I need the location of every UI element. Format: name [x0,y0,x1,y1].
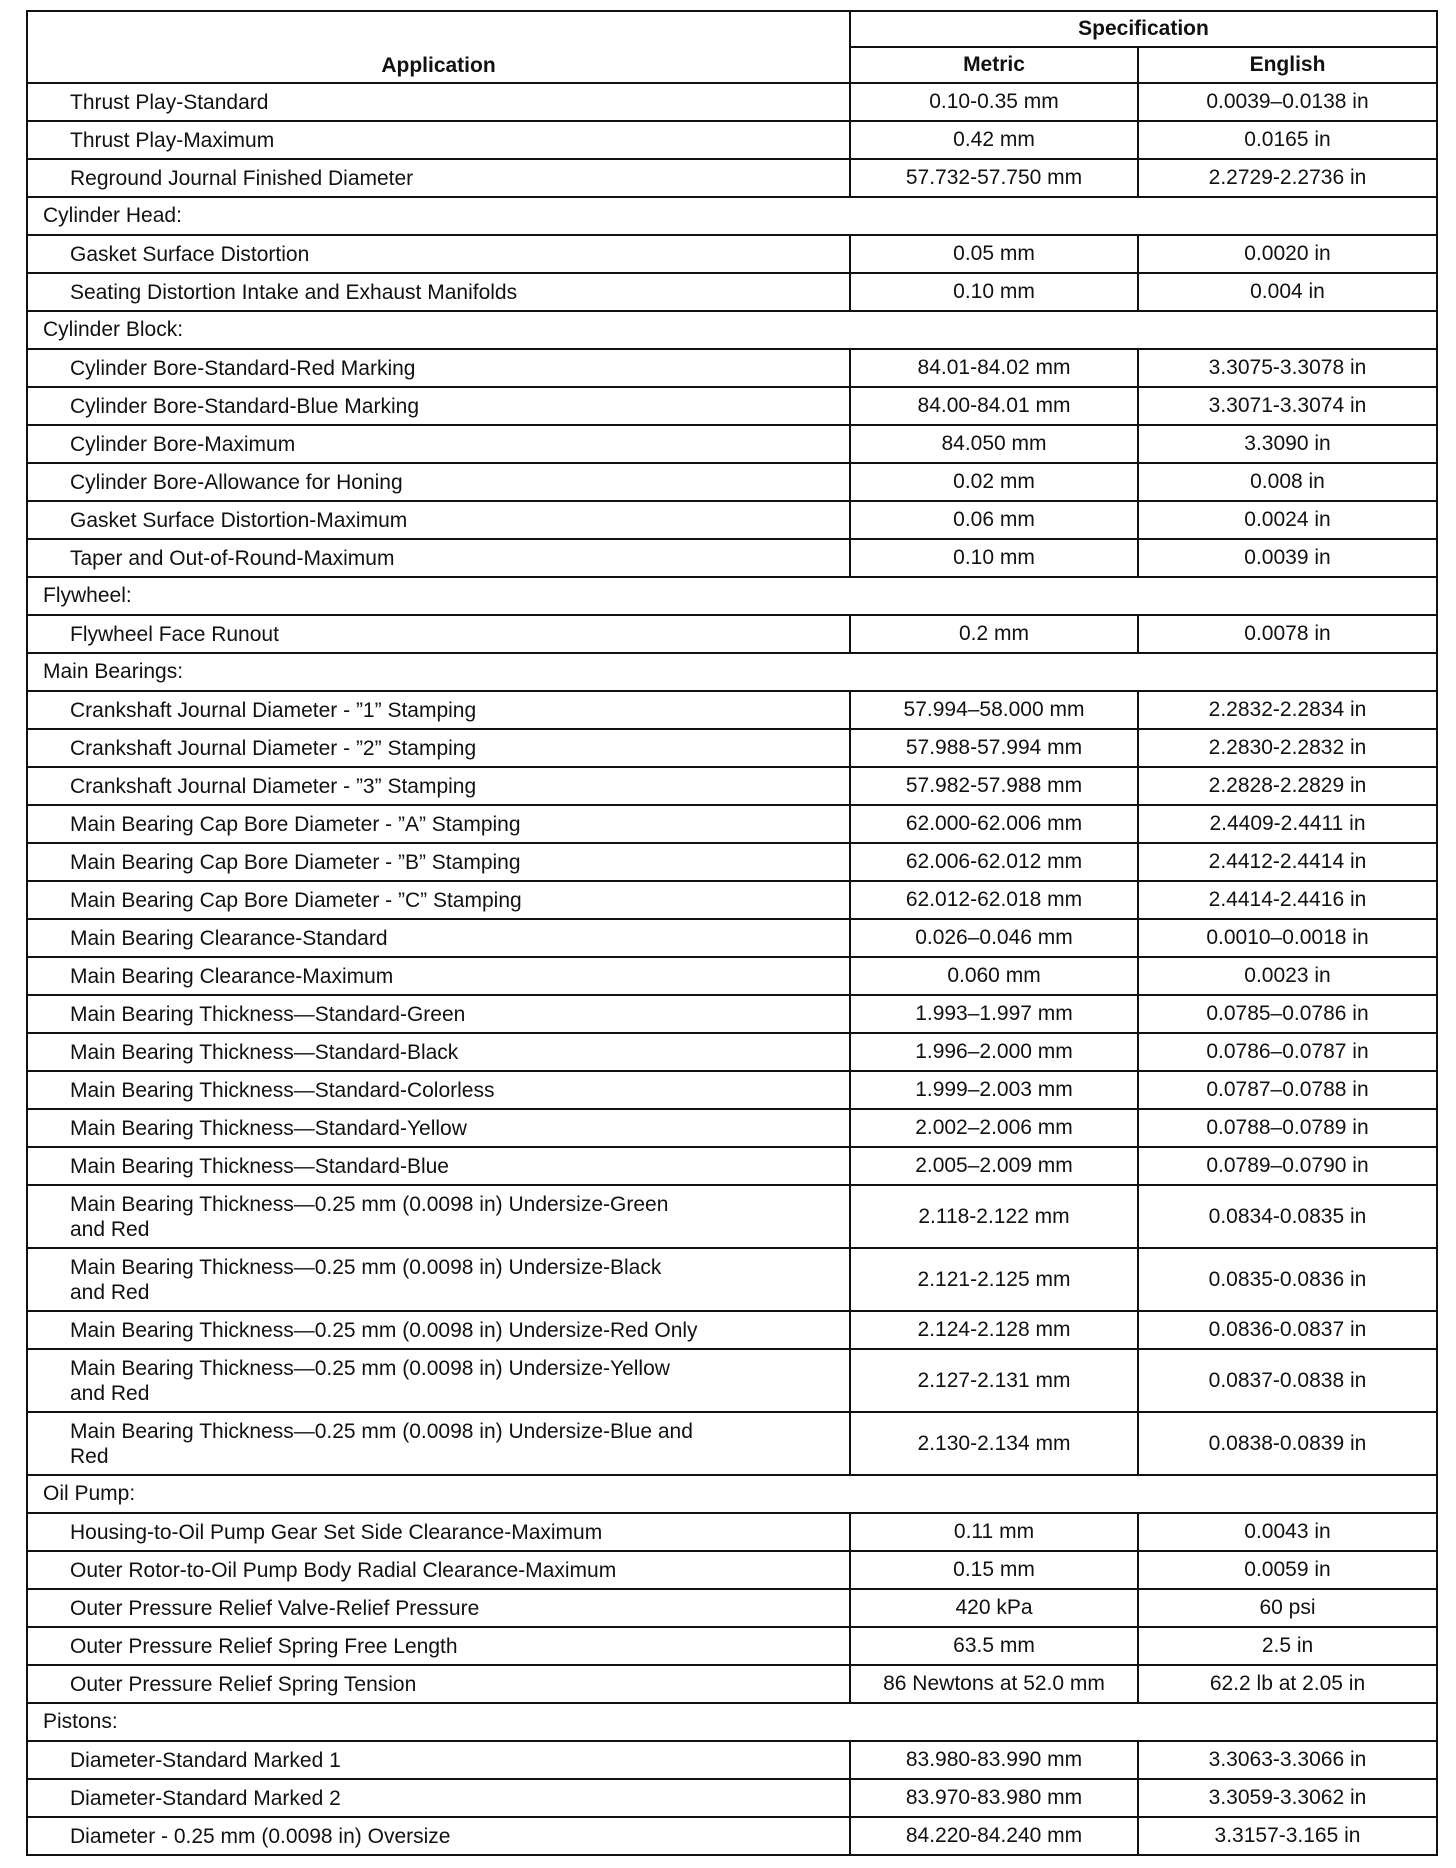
application-cell: Main Bearing Thickness—0.25 mm (0.0098 in) Undersize-Blue and Red [27,1412,850,1475]
table-row [27,425,1437,463]
table-row [27,1349,1437,1412]
english-cell: 0.0837-0.0838 in [1138,1349,1437,1412]
metric-cell: 2.121-2.125 mm [850,1248,1138,1311]
english-cell: 2.2828-2.2829 in [1138,767,1437,805]
application-cell: Diameter - 0.25 mm (0.0098 in) Oversize [27,1817,850,1855]
application-cell: Main Bearing Cap Bore Diameter - ”A” Stamping [27,805,850,843]
english-cell: 0.0789–0.0790 in [1138,1147,1437,1185]
table-row [27,881,1437,919]
application-cell: Outer Pressure Relief Valve-Relief Pressure [27,1589,850,1627]
application-cell: Crankshaft Journal Diameter - ”3” Stamping [27,767,850,805]
application-cell: Thrust Play-Maximum [27,121,850,159]
english-cell: 62.2 lb at 2.05 in [1138,1665,1437,1703]
metric-cell: 62.006-62.012 mm [850,843,1138,881]
table-row [27,121,1437,159]
english-cell: 2.4409-2.4411 in [1138,805,1437,843]
table-row [27,463,1437,501]
english-cell: 2.4414-2.4416 in [1138,881,1437,919]
table-row [27,1779,1437,1817]
application-cell: Diameter-Standard Marked 2 [27,1779,850,1817]
english-cell: 0.0023 in [1138,957,1437,995]
section-title: Main Bearings: [27,653,1437,691]
application-cell: Diameter-Standard Marked 1 [27,1741,850,1779]
english-cell: 0.0039 in [1138,539,1437,577]
table-row [27,805,1437,843]
header-application: Application [27,11,850,83]
table-row [27,1033,1437,1071]
metric-cell: 2.124-2.128 mm [850,1311,1138,1349]
metric-cell: 2.127-2.131 mm [850,1349,1138,1412]
english-cell: 3.3075-3.3078 in [1138,349,1437,387]
metric-cell: 0.15 mm [850,1551,1138,1589]
table-row [27,1589,1437,1627]
table-row [27,1412,1437,1475]
application-cell: Cylinder Bore-Maximum [27,425,850,463]
english-cell: 0.0786–0.0787 in [1138,1033,1437,1071]
application-cell: Cylinder Bore-Standard-Red Marking [27,349,850,387]
metric-cell: 0.02 mm [850,463,1138,501]
application-cell: Taper and Out-of-Round-Maximum [27,539,850,577]
application-cell: Seating Distortion Intake and Exhaust Manifolds [27,273,850,311]
table-body [27,83,1437,1855]
application-cell: Main Bearing Thickness—Standard-Green [27,995,850,1033]
metric-cell: 57.982-57.988 mm [850,767,1138,805]
english-cell: 2.2729-2.2736 in [1138,159,1437,197]
header-specification: Specification [850,11,1437,47]
application-cell: Main Bearing Thickness—0.25 mm (0.0098 in) Undersize-Black and Red [27,1248,850,1311]
table-row [27,1627,1437,1665]
table-row [27,1248,1437,1311]
metric-cell: 63.5 mm [850,1627,1138,1665]
metric-cell: 0.05 mm [850,235,1138,273]
section-header-row [27,197,1437,235]
english-cell: 0.0039–0.0138 in [1138,83,1437,121]
application-cell: Housing-to-Oil Pump Gear Set Side Clearance-Maximum [27,1513,850,1551]
metric-cell: 84.050 mm [850,425,1138,463]
metric-cell: 2.130-2.134 mm [850,1412,1138,1475]
english-cell: 3.3157-3.165 in [1138,1817,1437,1855]
metric-cell: 86 Newtons at 52.0 mm [850,1665,1138,1703]
metric-cell: 2.118-2.122 mm [850,1185,1138,1248]
table-row [27,1185,1437,1248]
specification-table [26,10,1438,1856]
application-cell: Main Bearing Thickness—Standard-Blue [27,1147,850,1185]
table-row [27,767,1437,805]
application-cell: Crankshaft Journal Diameter - ”2” Stamping [27,729,850,767]
english-cell: 0.0078 in [1138,615,1437,653]
english-cell: 60 psi [1138,1589,1437,1627]
english-cell: 2.2830-2.2832 in [1138,729,1437,767]
table-row [27,919,1437,957]
table-row [27,729,1437,767]
metric-cell: 62.012-62.018 mm [850,881,1138,919]
application-cell: Main Bearing Cap Bore Diameter - ”C” Stamping [27,881,850,919]
application-cell: Gasket Surface Distortion [27,235,850,273]
english-cell: 0.0165 in [1138,121,1437,159]
metric-cell: 0.10-0.35 mm [850,83,1138,121]
metric-cell: 0.06 mm [850,501,1138,539]
section-title: Flywheel: [27,577,1437,615]
application-cell: Main Bearing Clearance-Maximum [27,957,850,995]
english-cell: 0.0787–0.0788 in [1138,1071,1437,1109]
table-row [27,387,1437,425]
metric-cell: 1.996–2.000 mm [850,1033,1138,1071]
application-cell: Main Bearing Clearance-Standard [27,919,850,957]
application-cell: Reground Journal Finished Diameter [27,159,850,197]
table-row [27,1147,1437,1185]
english-cell: 0.0838-0.0839 in [1138,1412,1437,1475]
section-header-row [27,1703,1437,1741]
table-row [27,159,1437,197]
metric-cell: 0.2 mm [850,615,1138,653]
metric-cell: 0.11 mm [850,1513,1138,1551]
metric-cell: 0.060 mm [850,957,1138,995]
english-cell: 0.0785–0.0786 in [1138,995,1437,1033]
english-cell: 0.0024 in [1138,501,1437,539]
table-row [27,1551,1437,1589]
table-row [27,1071,1437,1109]
metric-cell: 57.988-57.994 mm [850,729,1138,767]
metric-cell: 57.732-57.750 mm [850,159,1138,197]
section-title: Cylinder Head: [27,197,1437,235]
table-row [27,539,1437,577]
english-cell: 2.5 in [1138,1627,1437,1665]
application-cell: Outer Rotor-to-Oil Pump Body Radial Clearance-Maximum [27,1551,850,1589]
header-english: English [1138,47,1437,83]
metric-cell: 420 kPa [850,1589,1138,1627]
table-row [27,957,1437,995]
metric-cell: 1.993–1.997 mm [850,995,1138,1033]
table-row [27,1817,1437,1855]
application-cell: Main Bearing Thickness—Standard-Black [27,1033,850,1071]
application-cell: Thrust Play-Standard [27,83,850,121]
metric-cell: 57.994–58.000 mm [850,691,1138,729]
metric-cell: 0.026–0.046 mm [850,919,1138,957]
english-cell: 0.0788–0.0789 in [1138,1109,1437,1147]
section-title: Oil Pump: [27,1475,1437,1513]
application-cell: Main Bearing Thickness—0.25 mm (0.0098 in) Undersize-Green and Red [27,1185,850,1248]
table-row [27,83,1437,121]
application-cell: Flywheel Face Runout [27,615,850,653]
table-row [27,615,1437,653]
metric-cell: 0.10 mm [850,273,1138,311]
english-cell: 0.0043 in [1138,1513,1437,1551]
section-header-row [27,577,1437,615]
header-metric: Metric [850,47,1138,83]
table-row [27,235,1437,273]
application-cell: Main Bearing Cap Bore Diameter - ”B” Stamping [27,843,850,881]
english-cell: 0.0836-0.0837 in [1138,1311,1437,1349]
metric-cell: 84.00-84.01 mm [850,387,1138,425]
table-row [27,995,1437,1033]
english-cell: 3.3090 in [1138,425,1437,463]
table-row [27,1665,1437,1703]
application-cell: Main Bearing Thickness—0.25 mm (0.0098 in) Undersize-Yellow and Red [27,1349,850,1412]
application-cell: Main Bearing Thickness—Standard-Colorless [27,1071,850,1109]
english-cell: 2.2832-2.2834 in [1138,691,1437,729]
english-cell: 0.004 in [1138,273,1437,311]
application-cell: Main Bearing Thickness—Standard-Yellow [27,1109,850,1147]
table-row [27,349,1437,387]
english-cell: 0.0835-0.0836 in [1138,1248,1437,1311]
english-cell: 3.3071-3.3074 in [1138,387,1437,425]
table-row [27,1311,1437,1349]
english-cell: 2.4412-2.4414 in [1138,843,1437,881]
metric-cell: 0.10 mm [850,539,1138,577]
application-cell: Main Bearing Thickness—0.25 mm (0.0098 in) Undersize-Red Only [27,1311,850,1349]
table-row [27,1741,1437,1779]
english-cell: 0.0834-0.0835 in [1138,1185,1437,1248]
section-header-row [27,653,1437,691]
table-row [27,691,1437,729]
metric-cell: 83.970-83.980 mm [850,1779,1138,1817]
table-row [27,501,1437,539]
english-cell: 0.0059 in [1138,1551,1437,1589]
section-header-row [27,1475,1437,1513]
application-cell: Cylinder Bore-Allowance for Honing [27,463,850,501]
section-header-row [27,311,1437,349]
metric-cell: 2.002–2.006 mm [850,1109,1138,1147]
table-row [27,843,1437,881]
application-cell: Crankshaft Journal Diameter - ”1” Stamping [27,691,850,729]
section-title: Cylinder Block: [27,311,1437,349]
application-cell: Cylinder Bore-Standard-Blue Marking [27,387,850,425]
table-row [27,273,1437,311]
application-cell: Gasket Surface Distortion-Maximum [27,501,850,539]
metric-cell: 84.220-84.240 mm [850,1817,1138,1855]
application-cell: Outer Pressure Relief Spring Free Length [27,1627,850,1665]
table-row [27,1109,1437,1147]
section-title: Pistons: [27,1703,1437,1741]
table-row [27,1513,1437,1551]
english-cell: 3.3063-3.3066 in [1138,1741,1437,1779]
english-cell: 0.0020 in [1138,235,1437,273]
application-cell: Outer Pressure Relief Spring Tension [27,1665,850,1703]
metric-cell: 84.01-84.02 mm [850,349,1138,387]
english-cell: 3.3059-3.3062 in [1138,1779,1437,1817]
metric-cell: 83.980-83.990 mm [850,1741,1138,1779]
metric-cell: 2.005–2.009 mm [850,1147,1138,1185]
metric-cell: 0.42 mm [850,121,1138,159]
metric-cell: 62.000-62.006 mm [850,805,1138,843]
metric-cell: 1.999–2.003 mm [850,1071,1138,1109]
english-cell: 0.0010–0.0018 in [1138,919,1437,957]
english-cell: 0.008 in [1138,463,1437,501]
